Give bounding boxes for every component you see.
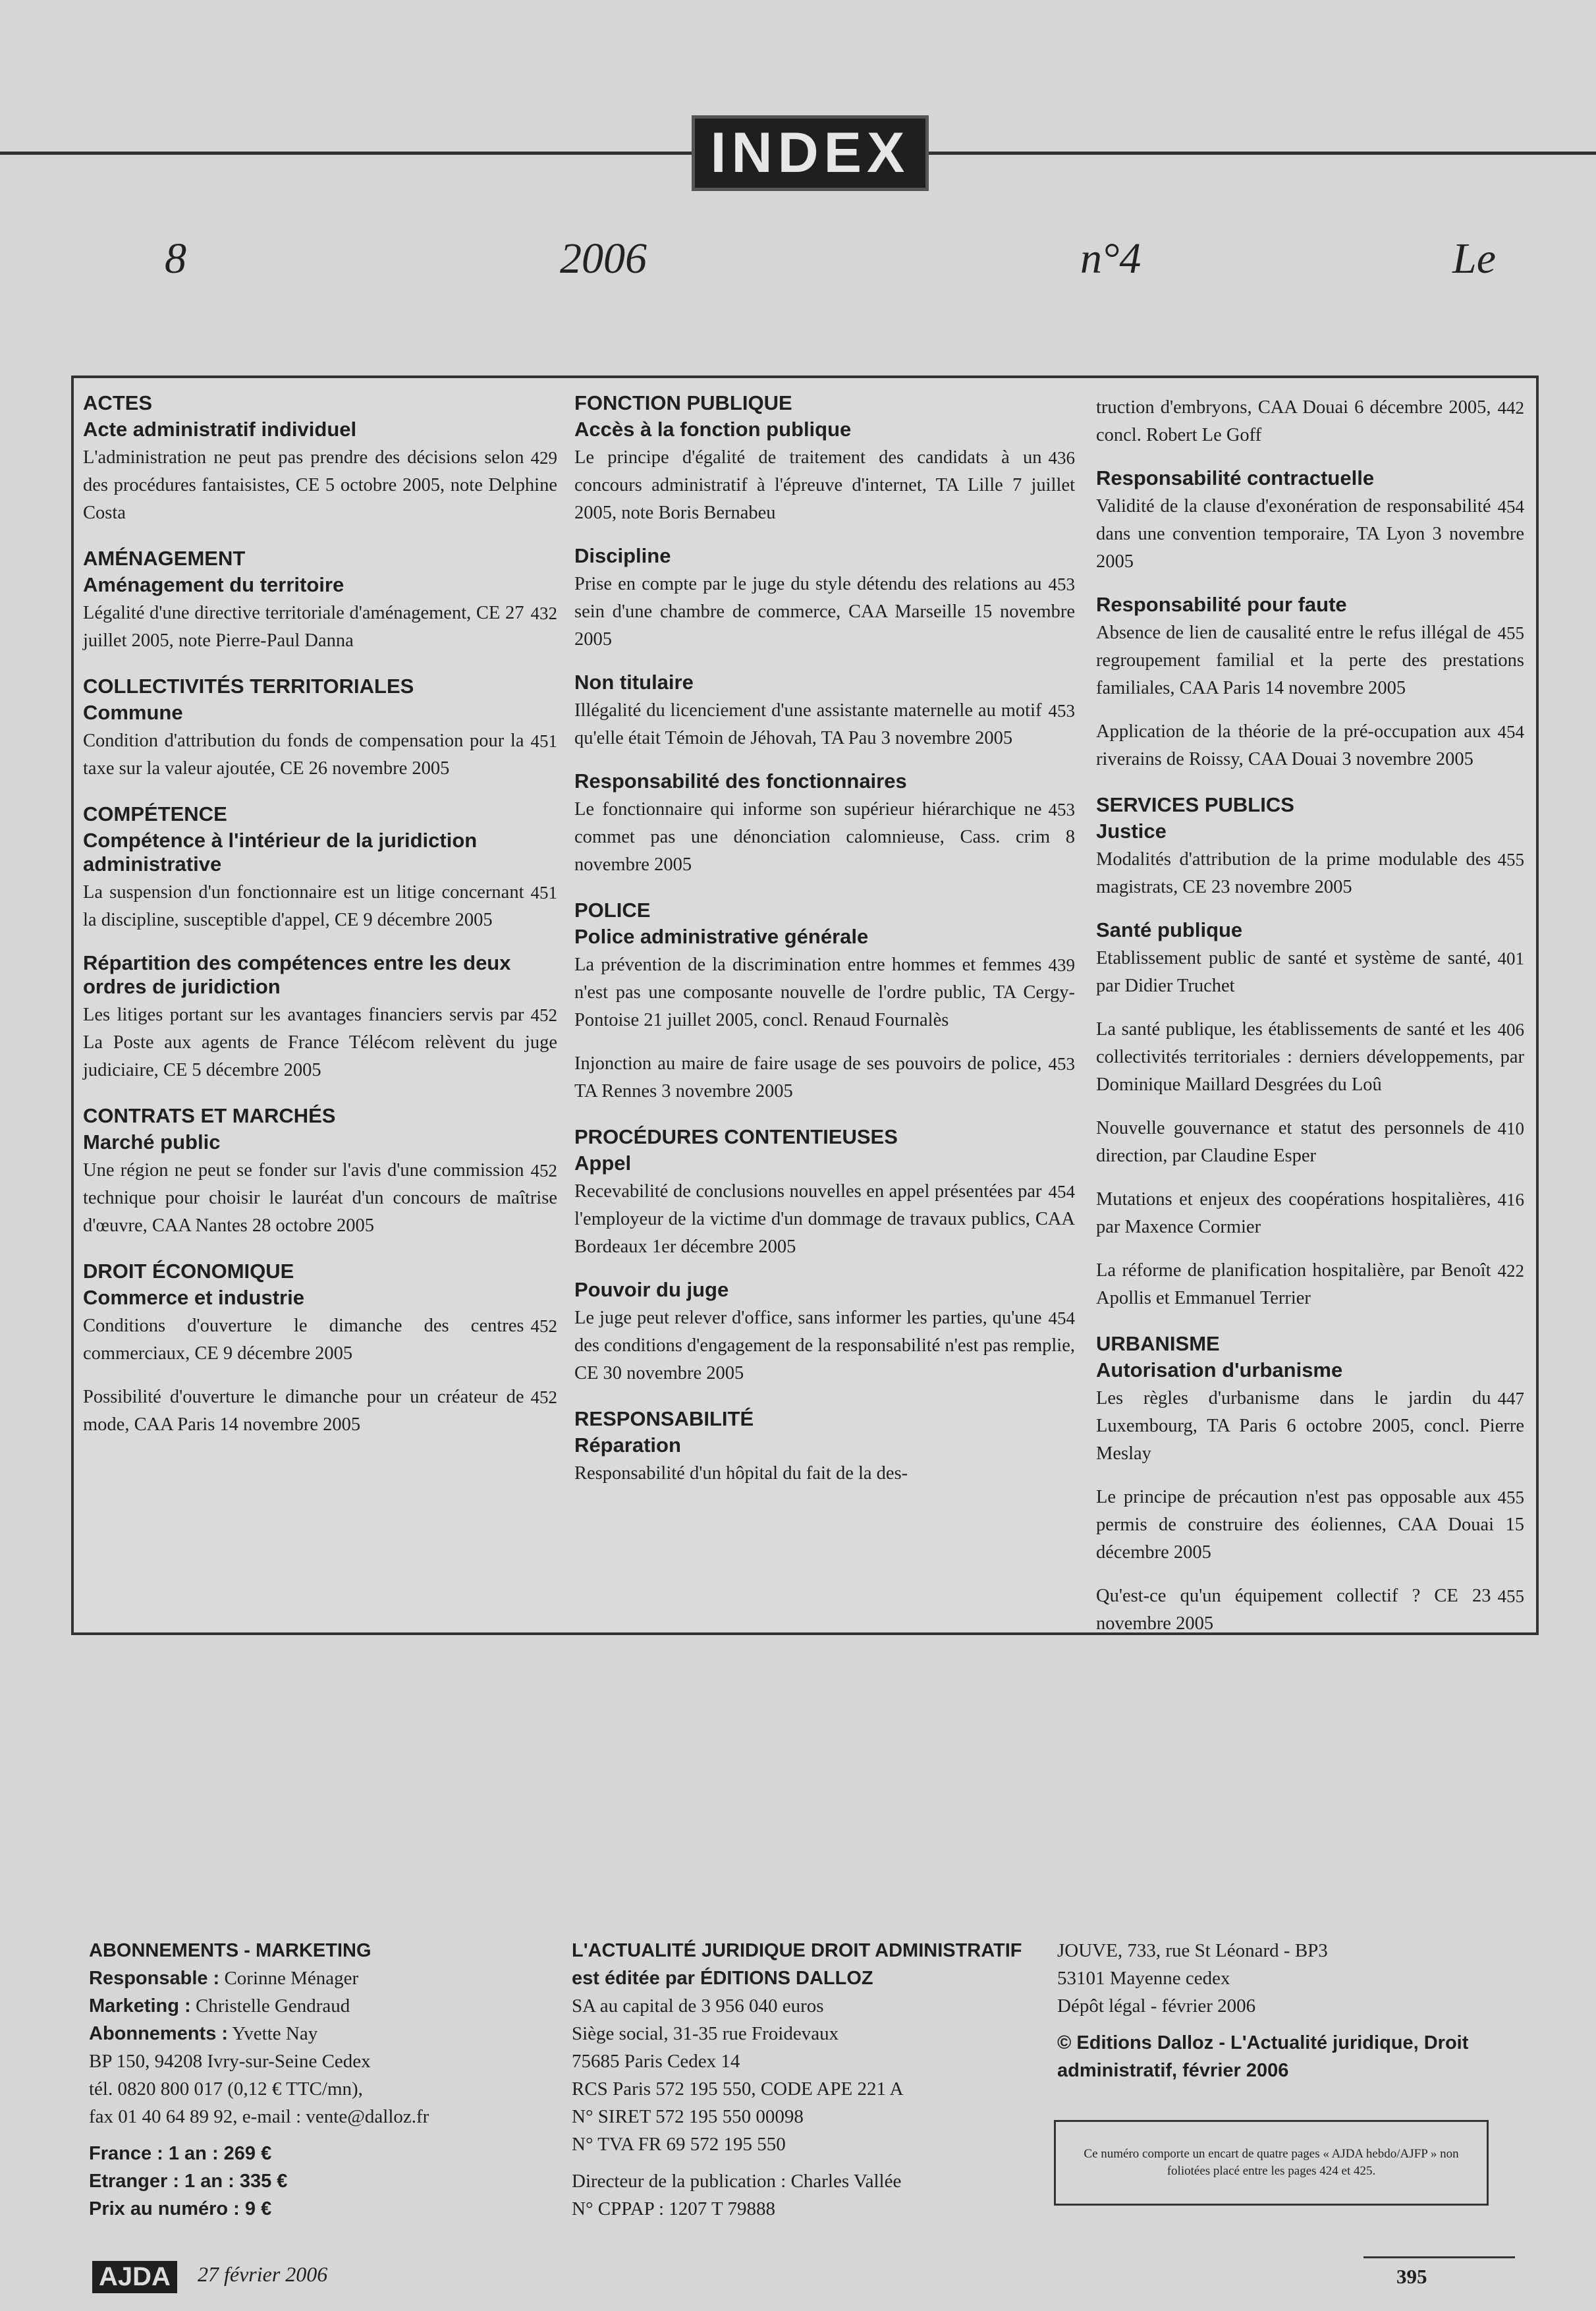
entry-page: 455 bbox=[1491, 846, 1525, 874]
entry-text: Absence de lien de causalité entre le refus illégal de regroupement familial et la perte des prestations familiales, CAA Paris 14 novembre 2005 bbox=[1096, 623, 1524, 698]
subsection-heading: Non titulaire bbox=[574, 671, 694, 694]
entry-text: Etablissement public de santé et système de santé, par Didier Truchet bbox=[1096, 948, 1491, 996]
price-france: France : 1 an : 269 € bbox=[89, 2143, 272, 2164]
subsection-heading: Responsabilité des fonctionnaires bbox=[574, 769, 907, 793]
entry-page: 452 bbox=[524, 1157, 558, 1184]
entry-page: 453 bbox=[1042, 571, 1076, 598]
footer-line: N° TVA FR 69 572 195 550 bbox=[572, 2134, 786, 2155]
index-entry bbox=[574, 1050, 1075, 1105]
subsection-heading: Marché public bbox=[83, 1130, 221, 1154]
entry-text: La santé publique, les établissements de santé et les collectivités territoriales : derniers développements, par Dominique Maillard Desgrées du Loû bbox=[1096, 1019, 1524, 1095]
entry-page: 429 bbox=[524, 444, 558, 472]
index-entry bbox=[1096, 1582, 1524, 1638]
entry-text: Prise en compte par le juge du style détendu des relations au sein d'une chambre de commerce, CAA Marseille 15 novembre 2005 bbox=[574, 574, 1075, 650]
entry-page: 436 bbox=[1042, 444, 1076, 472]
subsection-heading: Acte administratif individuel bbox=[83, 418, 357, 441]
index-entry bbox=[1096, 1385, 1524, 1468]
subsection-heading: Autorisation d'urbanisme bbox=[1096, 1358, 1343, 1381]
entry-text: Le juge peut relever d'office, sans informer les parties, qu'une des conditions d'engagement de la responsabilité n'est pas remplie, CE 30 novembre 2005 bbox=[574, 1308, 1075, 1383]
index-entry bbox=[1096, 394, 1524, 449]
entry-page: 452 bbox=[524, 1312, 558, 1340]
entry-page: 455 bbox=[1491, 619, 1525, 647]
section-heading: AMÉNAGEMENT bbox=[83, 547, 246, 570]
entry-page: 410 bbox=[1491, 1115, 1525, 1142]
subsection-heading: Commerce et industrie bbox=[83, 1286, 304, 1309]
entry-text: Application de la théorie de la pré-occupation aux riverains de Roissy, CAA Douai 3 novembre 2005 bbox=[1096, 721, 1491, 769]
subsection-heading: Santé publique bbox=[1096, 918, 1243, 941]
entry-page: 442 bbox=[1491, 394, 1525, 422]
footer-line: Directeur de la publication : Charles Vallée bbox=[572, 2171, 902, 2192]
footer-line: 75685 Paris Cedex 14 bbox=[572, 2051, 740, 2072]
section-heading: DROIT ÉCONOMIQUE bbox=[83, 1260, 294, 1283]
entry-text: Injonction au maire de faire usage de ses pouvoirs de police, TA Rennes 3 novembre 2005 bbox=[574, 1053, 1042, 1101]
index-title: INDEX bbox=[692, 115, 929, 191]
index-entry bbox=[83, 599, 557, 655]
entry-text: Nouvelle gouvernance et statut des personnels de direction, par Claudine Esper bbox=[1096, 1118, 1491, 1166]
price-etranger: Etranger : 1 an : 335 € bbox=[89, 2171, 288, 2192]
index-entry bbox=[83, 727, 557, 783]
subsection-heading: Accès à la fonction publique bbox=[574, 418, 852, 441]
section-heading: COMPÉTENCE bbox=[83, 802, 227, 825]
footer-line: BP 150, 94208 Ivry-sur-Seine Cedex bbox=[89, 2051, 371, 2072]
entry-text: truction d'embryons, CAA Douai 6 décembre 2005, concl. Robert Le Goff bbox=[1096, 397, 1491, 445]
footer-line: JOUVE, 733, rue St Léonard - BP3 bbox=[1057, 1940, 1328, 1961]
index-column bbox=[1096, 391, 1524, 1638]
index-entry bbox=[574, 444, 1075, 527]
section-heading: SERVICES PUBLICS bbox=[1096, 793, 1294, 816]
handwritten-note: 8 bbox=[165, 235, 186, 283]
footer-line: fax 01 40 64 89 92, e-mail : vente@dalloz.fr bbox=[89, 2106, 429, 2127]
entry-text: Les règles d'urbanisme dans le jardin du Luxembourg, TA Paris 6 octobre 2005, concl. Pierre Meslay bbox=[1096, 1388, 1524, 1464]
section-heading: COLLECTIVITÉS TERRITORIALES bbox=[83, 675, 414, 698]
index-entry bbox=[1096, 1484, 1524, 1567]
index-box bbox=[71, 376, 1539, 1635]
page-rule bbox=[1363, 2256, 1515, 2258]
index-entry bbox=[1096, 1257, 1524, 1312]
handwritten-note: Le bbox=[1452, 235, 1496, 283]
footer-publisher bbox=[572, 1937, 1046, 2223]
subsection-heading: Aménagement du territoire bbox=[83, 573, 344, 596]
entry-page: 454 bbox=[1491, 718, 1525, 746]
handwritten-note: n°4 bbox=[1080, 235, 1142, 283]
index-entry bbox=[574, 951, 1075, 1034]
subsection-heading: Responsabilité contractuelle bbox=[1096, 466, 1375, 489]
index-entry bbox=[83, 1157, 557, 1240]
section-heading: URBANISME bbox=[1096, 1332, 1220, 1355]
footer-line: 53101 Mayenne cedex bbox=[1057, 1968, 1230, 1989]
entry-text: Le principe de précaution n'est pas opposable aux permis de construire des éoliennes, CAA Douai 15 décembre 2005 bbox=[1096, 1487, 1524, 1563]
entry-text: Légalité d'une directive territoriale d'aménagement, CE 27 juillet 2005, note Pierre-Paul Danna bbox=[83, 603, 524, 651]
subsection-heading: Compétence à l'intérieur de la juridiction administrative bbox=[83, 829, 478, 876]
section-heading: POLICE bbox=[574, 899, 651, 922]
index-entry bbox=[1096, 846, 1524, 901]
entry-page: 422 bbox=[1491, 1257, 1525, 1285]
entry-page: 454 bbox=[1042, 1304, 1076, 1332]
entry-page: 454 bbox=[1491, 493, 1525, 520]
footer-heading: L'ACTUALITÉ JURIDIQUE DROIT ADMINISTRATIF bbox=[572, 1940, 1022, 1961]
entry-text: La suspension d'un fonctionnaire est un litige concernant la discipline, susceptible d'appel, CE 9 décembre 2005 bbox=[83, 882, 524, 930]
index-column bbox=[83, 391, 557, 1439]
subsection-heading: Police administrative générale bbox=[574, 925, 869, 948]
section-heading: RESPONSABILITÉ bbox=[574, 1407, 754, 1430]
entry-page: 406 bbox=[1491, 1016, 1525, 1044]
subsection-heading: Pouvoir du juge bbox=[574, 1278, 729, 1301]
footer-line: RCS Paris 572 195 550, CODE APE 221 A bbox=[572, 2078, 904, 2100]
index-entry bbox=[574, 571, 1075, 654]
index-entry bbox=[574, 697, 1075, 752]
entry-page: 439 bbox=[1042, 951, 1076, 979]
index-entry bbox=[1096, 945, 1524, 1000]
entry-text: Recevabilité de conclusions nouvelles en appel présentées par l'employeur de la victime d'un dommage de travaux publics, CAA Bordeaux 1er décembre 2005 bbox=[574, 1181, 1075, 1257]
entry-text: Le principe d'égalité de traitement des candidats à un concours administratif à l'épreuve d'internet, TA Lille 7 juillet 2005, note Boris Bernabeu bbox=[574, 447, 1075, 523]
index-entry bbox=[574, 1178, 1075, 1261]
subsection-heading: Responsabilité pour faute bbox=[1096, 593, 1347, 616]
footer-line: Dépôt légal - février 2006 bbox=[1057, 1995, 1256, 2017]
footer-subscriptions bbox=[89, 1937, 563, 2223]
entry-text: Une région ne peut se fonder sur l'avis d'une commission technique pour choisir le lauréat d'un concours de maîtrise d'œuvre, CAA Nantes 28 octobre 2005 bbox=[83, 1160, 557, 1236]
entry-page: 451 bbox=[524, 879, 558, 906]
entry-text: Qu'est-ce qu'un équipement collectif ? CE 23 novembre 2005 bbox=[1096, 1586, 1491, 1634]
index-entry bbox=[1096, 1186, 1524, 1241]
entry-page: 452 bbox=[524, 1383, 558, 1411]
section-heading: PROCÉDURES CONTENTIEUSES bbox=[574, 1125, 898, 1148]
entry-text: Condition d'attribution du fonds de compensation pour la taxe sur la valeur ajoutée, CE 26 novembre 2005 bbox=[83, 731, 524, 779]
page-number: 395 bbox=[1396, 2265, 1427, 2288]
index-entry bbox=[1096, 718, 1524, 773]
index-entry bbox=[83, 1312, 557, 1368]
entry-page: 453 bbox=[1042, 796, 1076, 823]
index-entry bbox=[1096, 619, 1524, 702]
entry-text: Le fonctionnaire qui informe son supérieur hiérarchique ne commet pas une dénonciation calomnieuse, Cass. crim 8 novembre 2005 bbox=[574, 799, 1075, 875]
footer-line: SA au capital de 3 956 040 euros bbox=[572, 1995, 824, 2017]
insert-notice: Ce numéro comporte un encart de quatre pages « AJDA hebdo/AJFP » non foliotées placé entre les pages 424 et 425. bbox=[1054, 2120, 1489, 2206]
footer-line: Siège social, 31-35 rue Froidevaux bbox=[572, 2023, 839, 2044]
entry-text: Conditions d'ouverture le dimanche des centres commerciaux, CE 9 décembre 2005 bbox=[83, 1316, 524, 1364]
subsection-heading: Discipline bbox=[574, 544, 671, 567]
footer-line: N° CPPAP : 1207 T 79888 bbox=[572, 2198, 775, 2219]
index-entry bbox=[574, 1304, 1075, 1387]
index-entry bbox=[574, 1460, 1075, 1488]
footer-heading: est éditée par ÉDITIONS DALLOZ bbox=[572, 1968, 873, 1989]
section-heading: FONCTION PUBLIQUE bbox=[574, 391, 792, 414]
entry-text: L'administration ne peut pas prendre des décisions selon des procédures fantaisistes, CE 5 octobre 2005, note Delphine Costa bbox=[83, 447, 557, 523]
subsection-heading: Commune bbox=[83, 701, 183, 724]
entry-page: 401 bbox=[1491, 945, 1525, 972]
handwritten-note: 2006 bbox=[560, 235, 647, 283]
footer-line: Abonnements : Yvette Nay bbox=[89, 2023, 318, 2044]
entry-page: 432 bbox=[524, 599, 558, 627]
subsection-heading: Réparation bbox=[574, 1434, 681, 1457]
footer-line: Responsable : Corinne Ménager bbox=[89, 1968, 359, 1989]
index-column bbox=[574, 391, 1075, 1488]
section-heading: CONTRATS ET MARCHÉS bbox=[83, 1104, 336, 1127]
entry-page: 454 bbox=[1042, 1178, 1076, 1206]
entry-page: 455 bbox=[1491, 1582, 1525, 1610]
entry-text: Les litiges portant sur les avantages financiers servis par La Poste aux agents de France Télécom relèvent du juge judiciaire, CE 5 décembre 2005 bbox=[83, 1005, 557, 1080]
footer-heading: ABONNEMENTS - MARKETING bbox=[89, 1940, 371, 1961]
footer-line: N° SIRET 572 195 550 00098 bbox=[572, 2106, 804, 2127]
entry-text: Modalités d'attribution de la prime modulable des magistrats, CE 23 novembre 2005 bbox=[1096, 849, 1491, 897]
entry-text: Possibilité d'ouverture le dimanche pour un créateur de mode, CAA Paris 14 novembre 2005 bbox=[83, 1387, 524, 1435]
entry-page: 451 bbox=[524, 727, 558, 755]
index-entry bbox=[83, 444, 557, 527]
footer-line: Marketing : Christelle Gendraud bbox=[89, 1995, 350, 2017]
index-entry bbox=[574, 796, 1075, 879]
issue-date: 27 février 2006 bbox=[198, 2262, 328, 2286]
subsection-heading: Répartition des compétences entre les deux ordres de juridiction bbox=[83, 951, 511, 998]
subsection-heading: Appel bbox=[574, 1152, 632, 1175]
entry-text: La réforme de planification hospitalière, par Benoît Apollis et Emmanuel Terrier bbox=[1096, 1260, 1491, 1308]
entry-page: 455 bbox=[1491, 1484, 1525, 1511]
footer-printer bbox=[1057, 1937, 1531, 2084]
section-heading: ACTES bbox=[83, 391, 153, 414]
index-entry bbox=[1096, 1016, 1524, 1099]
subsection-heading: Justice bbox=[1096, 820, 1167, 843]
entry-page: 453 bbox=[1042, 697, 1076, 725]
entry-page: 447 bbox=[1491, 1385, 1525, 1412]
index-entry bbox=[1096, 1115, 1524, 1170]
index-entry bbox=[83, 1383, 557, 1439]
entry-page: 452 bbox=[524, 1001, 558, 1029]
index-entry bbox=[83, 1001, 557, 1084]
entry-text: Illégalité du licenciement d'une assistante maternelle au motif qu'elle était Témoin de Jéhovah, TA Pau 3 novembre 2005 bbox=[574, 700, 1042, 748]
index-entry bbox=[1096, 493, 1524, 576]
index-entry bbox=[83, 879, 557, 934]
footer-line: tél. 0820 800 017 (0,12 € TTC/mn), bbox=[89, 2078, 363, 2100]
entry-page: 416 bbox=[1491, 1186, 1525, 1213]
price-issue: Prix au numéro : 9 € bbox=[89, 2198, 272, 2219]
entry-text: Validité de la clause d'exonération de responsabilité dans une convention temporaire, TA Lyon 3 novembre 2005 bbox=[1096, 496, 1524, 572]
entry-text: Responsabilité d'un hôpital du fait de la des- bbox=[574, 1463, 908, 1484]
entry-text: Mutations et enjeux des coopérations hospitalières, par Maxence Cormier bbox=[1096, 1189, 1491, 1237]
entry-text: La prévention de la discrimination entre hommes et femmes n'est pas une composante nouvelle de l'ordre public, TA Cergy-Pontoise 21 juillet 2005, concl. Renaud Fournalès bbox=[574, 955, 1075, 1030]
ajda-logo: AJDA bbox=[92, 2261, 177, 2293]
copyright: © Editions Dalloz - L'Actualité juridique, Droit administratif, février 2006 bbox=[1057, 2032, 1469, 2081]
entry-page: 453 bbox=[1042, 1050, 1076, 1078]
